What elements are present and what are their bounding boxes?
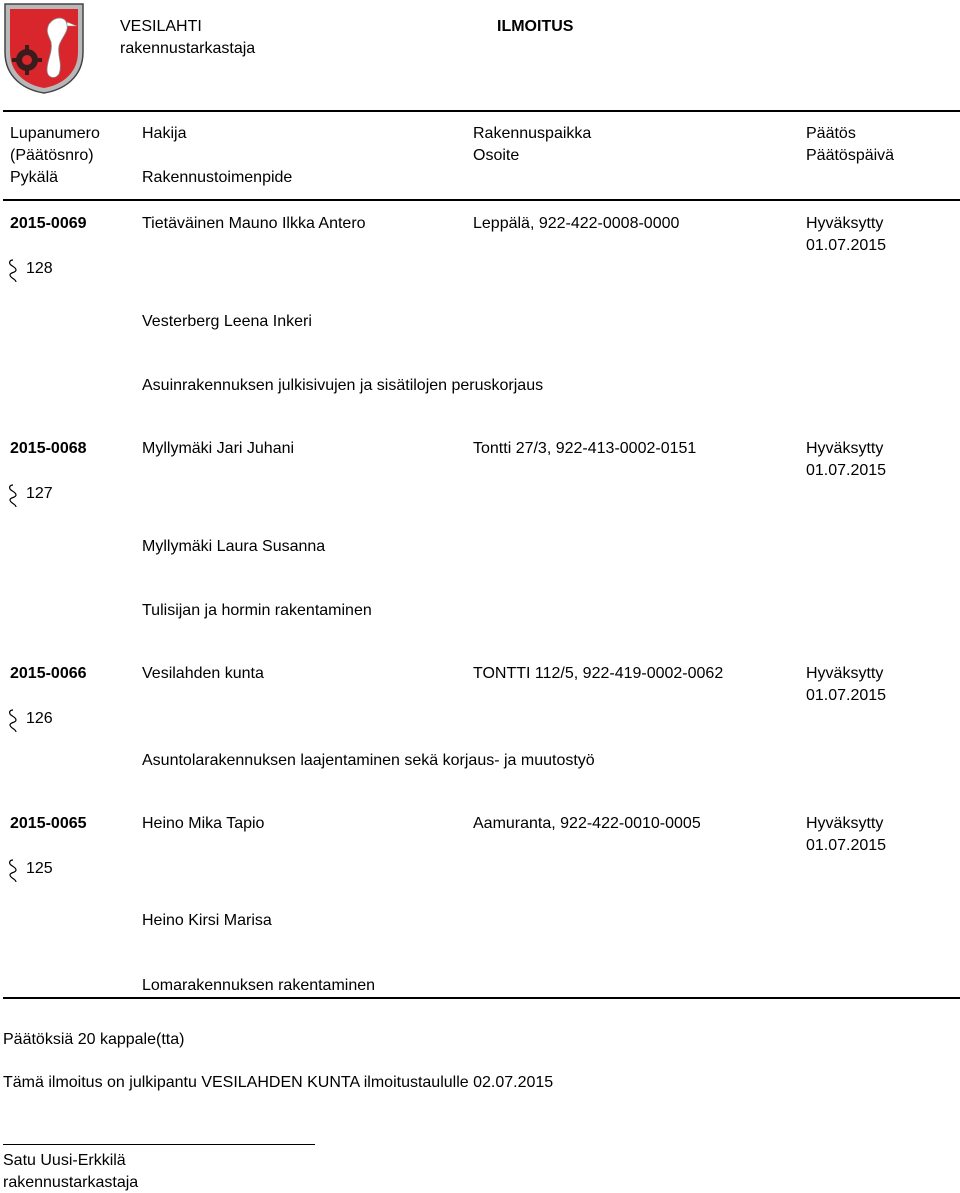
decision-status: Hyväksytty [806, 665, 884, 682]
header-divider [3, 110, 960, 112]
document-title: ILMOITUS [497, 18, 574, 35]
section-number: 126 [26, 710, 53, 727]
paragraph-icon [6, 706, 20, 736]
building-site: Leppälä, 922-422-0008-0000 [473, 215, 680, 232]
permit-number: 2015-0066 [10, 665, 87, 682]
permit-number: 2015-0065 [10, 815, 87, 832]
co-applicant: Myllymäki Laura Susanna [142, 538, 326, 555]
applicant: Vesilahden kunta [142, 665, 264, 682]
col-decision-number-label: (Päätösnro) [10, 147, 94, 164]
col-permit-label: Lupanumero [10, 125, 100, 142]
section-number: 127 [26, 485, 53, 502]
co-applicant: Heino Kirsi Marisa [142, 912, 272, 929]
org-role: rakennustarkastaja [120, 40, 256, 57]
posting-notice: Tämä ilmoitus on julkipantu VESILAHDEN KUNTA ilmoitustaululle 02.07.2015 [3, 1074, 554, 1091]
col-applicant-label: Hakija [142, 125, 187, 142]
building-measure: Tulisijan ja hormin rakentaminen [142, 602, 372, 619]
permit-number: 2015-0068 [10, 440, 87, 457]
records-bottom-divider [3, 997, 960, 999]
co-applicant: Vesterberg Leena Inkeri [142, 313, 312, 330]
building-site: Aamuranta, 922-422-0010-0005 [473, 815, 701, 832]
permit-number: 2015-0069 [10, 215, 87, 232]
col-address-label: Osoite [473, 147, 520, 164]
col-measure-label: Rakennustoimenpide [142, 169, 293, 186]
col-section-label: Pykälä [10, 169, 59, 186]
col-decision-date-label: Päätöspäivä [806, 147, 895, 164]
org-name: VESILAHTI [120, 18, 202, 35]
paragraph-icon [6, 256, 20, 286]
applicant: Heino Mika Tapio [142, 815, 265, 832]
decision-count: Päätöksiä 20 kappale(tta) [3, 1031, 185, 1048]
col-site-label: Rakennuspaikka [473, 125, 592, 142]
building-site: TONTTI 112/5, 922-419-0002-0062 [473, 665, 724, 682]
decision-status: Hyväksytty [806, 440, 884, 457]
signer-name: Satu Uusi-Erkkilä [3, 1152, 126, 1169]
applicant: Tietäväinen Mauno Ilkka Antero [142, 215, 366, 232]
decision-date: 01.07.2015 [806, 687, 887, 704]
signature-line [3, 1144, 315, 1145]
building-measure: Asuntolarakennuksen laajentaminen sekä korjaus- ja muutostyö [142, 752, 595, 769]
building-measure: Lomarakennuksen rakentaminen [142, 977, 376, 994]
signer-role: rakennustarkastaja [3, 1174, 139, 1191]
paragraph-icon [6, 481, 20, 511]
decision-date: 01.07.2015 [806, 462, 887, 479]
applicant: Myllymäki Jari Juhani [142, 440, 295, 457]
decision-date: 01.07.2015 [806, 237, 887, 254]
col-decision-label: Päätös [806, 125, 856, 142]
decision-date: 01.07.2015 [806, 837, 887, 854]
decision-status: Hyväksytty [806, 215, 884, 232]
column-header-divider [3, 199, 960, 201]
paragraph-icon [6, 856, 20, 886]
section-number: 128 [26, 260, 53, 277]
decision-status: Hyväksytty [806, 815, 884, 832]
building-measure: Asuinrakennuksen julkisivujen ja sisätilojen peruskorjaus [142, 377, 544, 394]
section-number: 125 [26, 860, 53, 877]
building-site: Tontti 27/3, 922-413-0002-0151 [473, 440, 697, 457]
coat-of-arms-logo [3, 2, 85, 94]
